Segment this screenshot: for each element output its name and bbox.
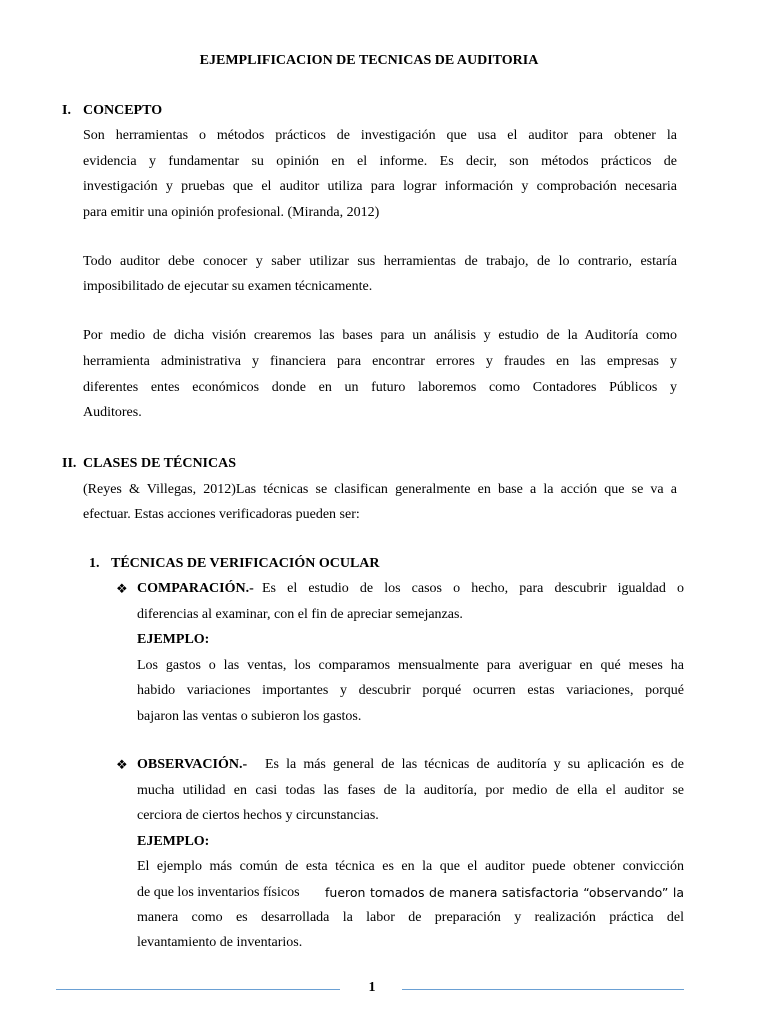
document-title: EJEMPLIFICACION DE TECNICAS DE AUDITORIA: [199, 53, 539, 68]
concept-paragraph-2-line-1: Todo auditor debe conocer y saber utilizar sus herramientas de trabajo, de lo contrario, estaría: [83, 254, 677, 269]
observacion-line-2: mucha utilidad en casi todas las fases de la auditoría, por medio de ella el auditor se: [137, 783, 684, 798]
classes-intro-line-2: efectuar. Estas acciones verificadoras pueden ser:: [83, 507, 360, 522]
section-1-number: I.: [62, 103, 71, 118]
subsection-1-heading: TÉCNICAS DE VERIFICACIÓN OCULAR: [111, 556, 380, 571]
observacion-example-line-3: manera como es desarrollada la labor de preparación y realización práctica del: [137, 910, 684, 925]
concept-paragraph-3-line-4: Auditores.: [83, 405, 142, 420]
concept-paragraph-3-line-3: diferentes entes económicos donde en un futuro laboremos como Contadores Públicos y: [83, 380, 677, 395]
footer-rule-right: [402, 989, 684, 990]
observacion-term: OBSERVACIÓN.-: [137, 757, 248, 772]
concept-paragraph-3-line-1: Por medio de dicha visión crearemos las bases para un análisis y estudio de la Auditoría como: [83, 328, 677, 343]
concept-paragraph-3-line-2: herramienta administrativa y financiera para encontrar errores y fraudes en las empresas y: [83, 354, 677, 369]
comparacion-line-1: Es el estudio de los casos o hecho, para descubrir igualdad o: [262, 581, 684, 596]
observacion-example-line-2a: de que los inventarios físicos: [137, 885, 300, 900]
section-2-number: II.: [62, 456, 77, 471]
comparacion-example-line-3: bajaron las ventas o subieron los gastos.: [137, 709, 362, 724]
section-1-heading: CONCEPTO: [83, 103, 163, 118]
comparacion-line-2: diferencias al examinar, con el fin de apreciar semejanzas.: [137, 607, 463, 622]
footer-rule-left: [56, 989, 340, 990]
concept-paragraph-1-line-1: Son herramientas o métodos prácticos de investigación que usa el auditor para obtener la: [83, 128, 677, 143]
observacion-example-line-4: levantamiento de inventarios.: [137, 935, 303, 950]
concept-paragraph-1-line-2: evidencia y fundamentar su opinión en el informe. Es decir, son métodos prácticos de: [83, 154, 677, 169]
classes-intro-line-1: (Reyes & Villegas, 2012)Las técnicas se clasifican generalmente en base a la acción que se va a: [83, 482, 677, 497]
concept-paragraph-1-line-4: para emitir una opinión profesional. (Miranda, 2012): [83, 205, 380, 220]
comparacion-term: COMPARACIÓN.-: [137, 581, 254, 596]
comparacion-example-label: EJEMPLO:: [137, 632, 210, 647]
concept-paragraph-1-line-3: investigación y pruebas que el auditor utiliza para lograr información y comprobación necesaria: [83, 179, 677, 194]
comparacion-example-line-2: habido variaciones importantes y descubrir porqué ocurren estas variaciones, porqué: [137, 683, 684, 698]
section-2-heading: CLASES DE TÉCNICAS: [83, 456, 237, 471]
page-number: 1: [368, 980, 376, 995]
diamond-bullet-icon: ❖: [116, 757, 128, 772]
concept-paragraph-2-line-2: imposibilitado de ejecutar su examen técnicamente.: [83, 279, 373, 294]
observacion-example-line-2b: fueron tomados de manera satisfactoria “observando” la: [325, 885, 684, 900]
observacion-example-line-1: El ejemplo más común de esta técnica es en la que el auditor puede obtener convicción: [137, 859, 684, 874]
observacion-example-label: EJEMPLO:: [137, 834, 210, 849]
observacion-line-1: Es la más general de las técnicas de auditoría y su aplicación es de: [265, 757, 684, 772]
subsection-1-number: 1.: [89, 556, 100, 571]
observacion-line-3: cerciora de ciertos hechos y circunstancias.: [137, 808, 379, 823]
diamond-bullet-icon: ❖: [116, 581, 128, 596]
comparacion-example-line-1: Los gastos o las ventas, los comparamos mensualmente para averiguar en qué meses ha: [137, 658, 684, 673]
